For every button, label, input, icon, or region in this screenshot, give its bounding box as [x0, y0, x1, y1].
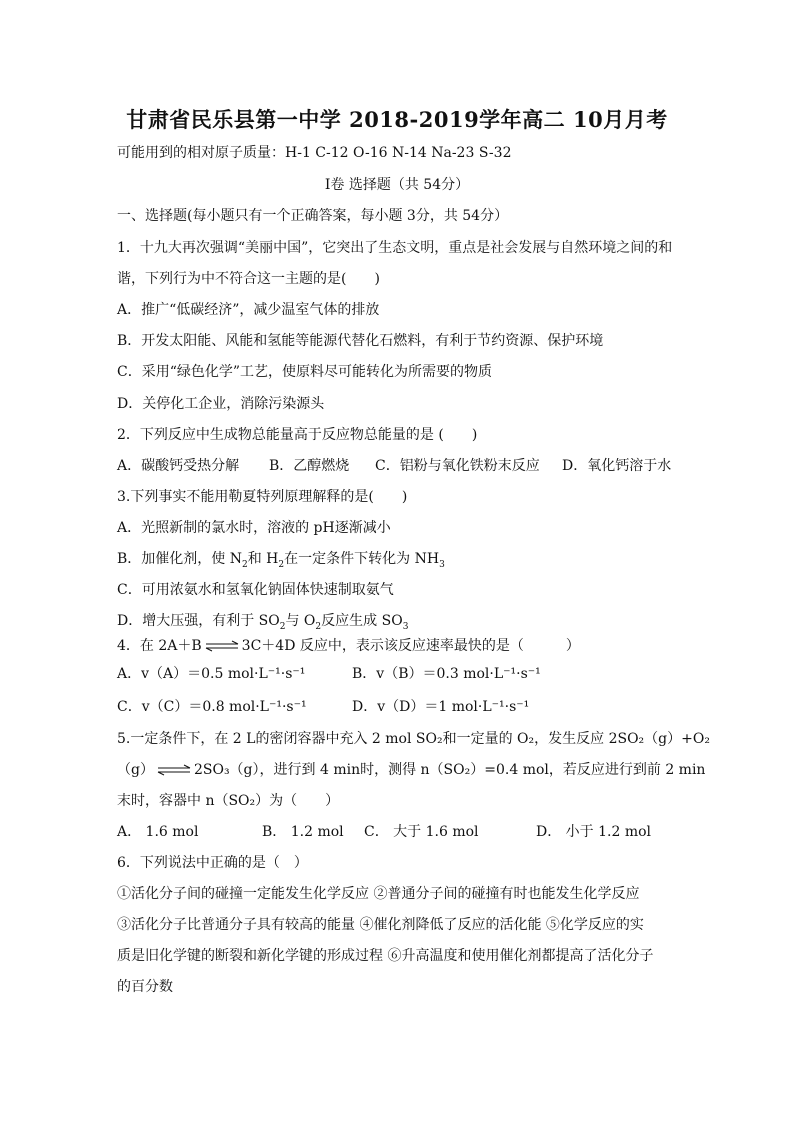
q2-option-d: D．氧化钙溶于水: [562, 458, 672, 474]
q4-option-b: B．v（B）＝0.3 mol·L⁻¹·s⁻¹: [352, 666, 541, 682]
q1-stem-line2: 谐，下列行为中不符合这一主题的是( ): [117, 271, 380, 287]
q2-option-c: C．铝粉与氧化铁粉末反应: [375, 458, 540, 474]
equilibrium-arrow-icon: [202, 640, 242, 652]
q1-option-c: C．采用“绿色化学”工艺，使原料尽可能转化为所需要的物质: [117, 364, 493, 380]
q2-stem: 2．下列反应中生成物总能量高于反应物总能量的是 ( ): [117, 427, 478, 443]
section-heading: Ⅰ卷 选择题（共 54分）: [324, 177, 470, 193]
q4-option-c: C．v（C）＝0.8 mol·L⁻¹·s⁻¹: [117, 699, 307, 715]
q1-option-d: D．关停化工企业，消除污染源头: [117, 396, 325, 412]
q3-option-c: C．可用浓氨水和氢氧化钠固体快速制取氨气: [117, 582, 394, 598]
q5-line3: 末时，容器中 n（SO₂）为（ ）: [117, 793, 340, 809]
q4-option-a: A．v（A）＝0.5 mol·L⁻¹·s⁻¹: [117, 666, 306, 682]
q5-option-c: C． 大于 1.6 mol: [364, 824, 479, 840]
q6-line2: ③活化分子比普通分子具有较高的能量 ④催化剂降低了反应的活化能 ⑤化学反应的实: [117, 917, 644, 933]
instructions-line: 一、选择题(每小题只有一个正确答案，每小题 3分，共 54分）: [117, 208, 509, 224]
q1-option-a: A．推广“低碳经济”，减少温室气体的排放: [117, 302, 380, 318]
q2-option-b: B．乙醇燃烧: [269, 458, 350, 474]
q5-option-b: B． 1.2 mol: [262, 824, 344, 840]
q5-line1: 5.一定条件下，在 2 L的密闭容器中充入 2 mol SO₂和一定量的 O₂，发生反应 2SO₂（g）+O₂: [117, 731, 710, 747]
q6-line1: ①活化分子间的碰撞一定能发生化学反应 ②普通分子间的碰撞有时也能发生化学反应: [117, 886, 640, 902]
exam-title: 甘肃省民乐县第一中学 2018-2019学年高二 10月月考: [126, 107, 668, 132]
q5-line2: （g） 2SO₃（g），进行到 4 min时，测得 n（SO₂）=0.4 mol，若反应进行到前 2 min: [117, 762, 706, 778]
q6-line4: 的百分数: [117, 979, 173, 995]
q5-option-a: A． 1.6 mol: [117, 824, 199, 840]
q1-stem-line1: 1．十九大再次强调“美丽中国”，它突出了生态文明，重点是社会发展与自然环境之间的和: [117, 240, 673, 256]
q4-stem: 4．在 2A＋B 3C＋4D 反应中，表示该反应速率最快的是（ ）: [117, 638, 580, 654]
q6-stem: 6．下列说法中正确的是（ ）: [117, 855, 308, 871]
q3-option-a: A．光照新制的氯水时，溶液的 pH逐渐减小: [117, 520, 391, 536]
q4-option-d: D．v（D）＝1 mol·L⁻¹·s⁻¹: [352, 699, 530, 715]
atomic-masses-line: 可能用到的相对原子质量：H-1 C-12 O-16 N-14 Na-23 S-32: [117, 145, 512, 161]
q1-option-b: B．开发太阳能、风能和氢能等能源代替化石燃料，有利于节约资源、保护环境: [117, 333, 604, 349]
q3-option-d: D．增大压强，有利于 $SO_2$与 $O_2$反应生成 $SO_3$: [117, 613, 409, 632]
q3-option-b: B．加催化剂，使 $N_2$和 $H_2$在一定条件下转化为 $NH_3$: [117, 551, 445, 570]
q3-stem: 3.下列事实不能用勒夏特列原理解释的是( ): [117, 489, 408, 505]
equilibrium-arrow-icon: [154, 764, 194, 776]
q6-line3: 质是旧化学键的断裂和新化学键的形成过程 ⑥升高温度和使用催化剂都提高了活化分子: [117, 948, 654, 964]
q2-option-a: A．碳酸钙受热分解: [117, 458, 240, 474]
q5-option-d: D． 小于 1.2 mol: [536, 824, 652, 840]
